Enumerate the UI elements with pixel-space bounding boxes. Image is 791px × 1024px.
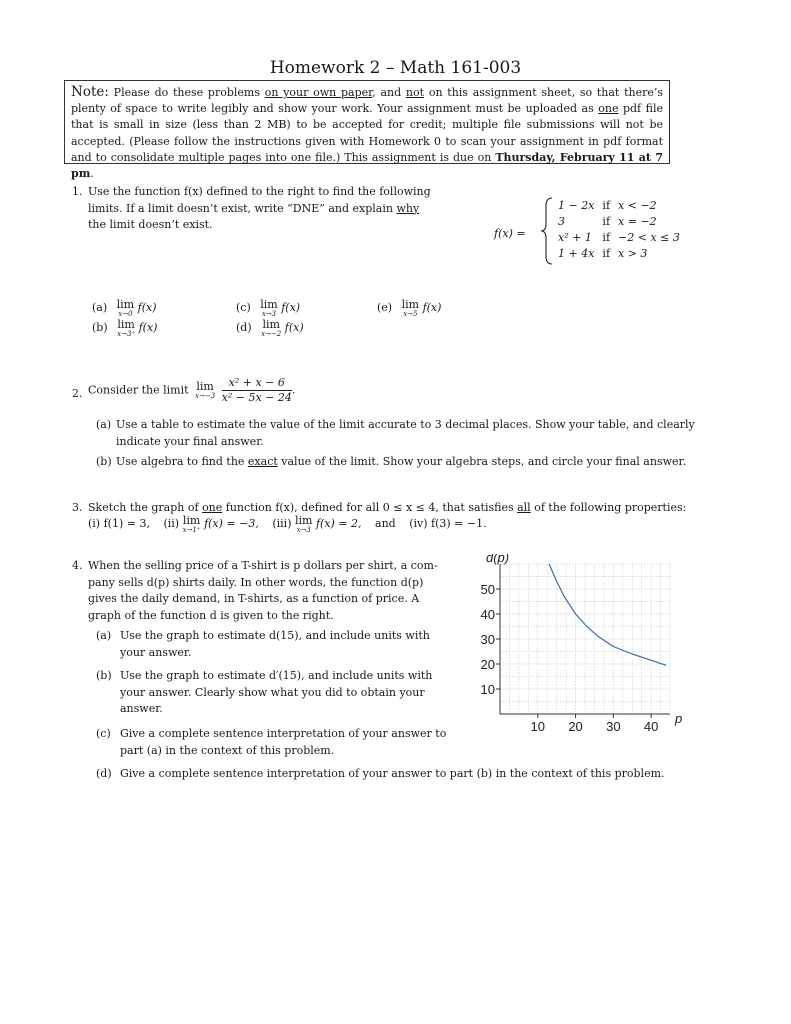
q1-part-a	[92, 300, 156, 318]
q1-part-a-sub: x→0	[118, 310, 133, 318]
q1-line-3: the limit doesn’t exist.	[88, 218, 213, 231]
q3-prop-iii-sub: x→3	[296, 526, 311, 534]
x-tick-label: 20	[568, 719, 583, 734]
piecewise-expr: 3	[558, 215, 565, 228]
q2-numerator: x² + x − 6	[222, 376, 292, 391]
piecewise-if: if	[602, 215, 611, 228]
note-text-2: , and	[372, 86, 406, 99]
q4-line-1: When the selling price of a T-shirt is p dollars per shirt, a com-	[88, 559, 438, 572]
note-box	[64, 80, 670, 181]
q1-part-e	[377, 300, 441, 318]
q2-number: 2.	[72, 387, 83, 400]
q1-why: why	[396, 201, 420, 215]
q3-prop-i: (i) f(1) = 3,	[88, 517, 150, 530]
q1-part-c-label: (c)	[236, 301, 251, 314]
x-tick-label: 10	[530, 719, 546, 734]
note-text-5: .	[90, 167, 94, 181]
q4-part-b-line-3: answer.	[120, 702, 163, 715]
q1-part-a-label: (a)	[92, 301, 108, 314]
q1-part-a-lim-word: lim	[116, 298, 135, 311]
q3-prop-iv: (iv) f(3) = −1.	[409, 517, 487, 530]
q1-piecewise	[554, 198, 684, 262]
note-not: not	[405, 86, 425, 99]
note-text-3: on this assignment sheet, so that there’s plenty of space to write legibly and show your work. Your assignment must be uploaded as	[71, 86, 664, 116]
q3-properties	[88, 516, 708, 534]
q4-part-a-line-2: your answer.	[120, 645, 192, 659]
q4-line-3: gives the daily demand, in T-shirts, as a function of price. A	[88, 592, 420, 605]
q2-lim-word: lim	[196, 379, 214, 393]
q1-part-d-label: (d)	[236, 321, 252, 334]
q2-part-b-exact: exact	[247, 455, 278, 468]
q2-lim-sub: x→−3	[195, 391, 216, 400]
q2-intro: Consider the limit	[88, 383, 189, 397]
q4-part-a	[120, 628, 460, 661]
note-one: one	[598, 102, 619, 116]
note-due-date: Thursday, February 11 at 7 pm	[71, 150, 663, 181]
q1-part-d-sub: x→−2	[261, 330, 282, 338]
q1-brace	[540, 196, 554, 266]
note-text-1: Please do these problems	[113, 86, 265, 99]
piecewise-row	[554, 246, 684, 262]
q1-part-b-fn: f(x)	[138, 321, 158, 334]
q1-part-c-lim	[260, 300, 277, 318]
piecewise-expr: 1 − 2x	[558, 199, 595, 212]
q1-part-c-sub: x→3	[261, 310, 277, 318]
q1-line-1: Use the function f(x) defined to the right to find the following	[88, 185, 431, 198]
q4-part-b-line-2: your answer. Clearly show what you did to obtain your	[120, 685, 425, 699]
q1-part-e-lim-word: lim	[401, 298, 420, 311]
piecewise-if: if	[602, 247, 611, 260]
q1-part-a-lim	[117, 300, 134, 318]
q4-part-b-label: (b)	[96, 669, 112, 682]
y-tick-label: 30	[480, 632, 495, 647]
q2-part-a-line-1: Use a table to estimate the value of the limit accurate to 3 decimal places. Show your table, and clearly	[116, 418, 695, 431]
q2-part-b-label: (b)	[96, 455, 112, 468]
q1-part-b-sub: x→3⁺	[117, 330, 136, 338]
q4-part-d: Give a complete sentence interpretation of your answer to part (b) in the context of this problem.	[120, 767, 665, 780]
q1-part-c-lim-word: lim	[260, 298, 278, 311]
q3-and: and	[375, 517, 396, 530]
q3-text-2: function f(x), defined for all 0 ≤ x ≤ 4, that satisfies	[222, 501, 518, 514]
x-axis-label: p	[675, 711, 683, 726]
q2-part-b-text-2: value of the limit. Show your algebra steps, and circle your final answer.	[277, 455, 687, 468]
q4-part-d-label: (d)	[96, 767, 112, 780]
piecewise-if: if	[602, 199, 611, 212]
piecewise-cond: x > 3	[618, 247, 648, 260]
q4-part-a-label: (a)	[96, 629, 112, 642]
q4-part-c	[120, 726, 460, 759]
demand-chart	[470, 554, 700, 740]
q4-part-a-line-1: Use the graph to estimate d(15), and include units with	[120, 629, 430, 642]
q3-one: one	[202, 501, 223, 514]
piecewise-row	[554, 198, 684, 214]
q1-fx-label: f(x) =	[494, 227, 526, 240]
y-tick-label: 40	[480, 607, 495, 622]
q1-part-e-sub: x→5	[403, 310, 418, 318]
page-title: Homework 2 – Math 161-003	[269, 58, 522, 78]
q3-all: all	[517, 501, 531, 514]
q1-part-c-fn: f(x)	[281, 301, 301, 314]
q1-text	[88, 184, 448, 234]
q2-fraction	[222, 376, 292, 405]
q1-part-b-lim-word: lim	[117, 318, 135, 331]
q3-prop-iii-lim-word: lim	[294, 514, 313, 527]
y-axis-label: d(p)	[486, 554, 510, 565]
q4-part-b-line-1: Use the graph to estimate d′(15), and include units with	[120, 669, 433, 682]
q4-intro	[88, 558, 456, 624]
q1-part-d-lim	[261, 320, 281, 338]
q2-part-a	[116, 417, 716, 450]
piecewise-cond: x < −2	[618, 199, 657, 212]
q4-line-4: graph of the function d is given to the right.	[88, 608, 334, 622]
piecewise-expr: x² + 1	[558, 231, 592, 244]
q2-statement	[88, 376, 295, 405]
q1-line-2	[88, 201, 448, 218]
q1-part-d-fn: f(x)	[284, 321, 304, 334]
q4-part-c-line-1: Give a complete sentence interpretation of your answer to	[120, 727, 447, 740]
q3-line-1	[88, 500, 708, 517]
q1-part-d-lim-word: lim	[262, 318, 280, 331]
note-heading: Note:	[71, 84, 109, 100]
note-own-paper: on your own paper	[264, 86, 373, 99]
q3-prop-ii-lim	[183, 516, 201, 534]
q1-part-a-fn: f(x)	[137, 301, 157, 314]
q2-part-a-label: (a)	[96, 418, 112, 431]
q4-part-c-label: (c)	[96, 727, 111, 740]
q1-line-2a: limits. If a limit doesn’t exist, write “DNE” and explain	[88, 201, 397, 215]
q2-part-b-text-1: Use algebra to find the	[116, 455, 248, 468]
q3-number: 3.	[72, 501, 83, 514]
q1-part-b	[92, 320, 157, 338]
q2-end: .	[291, 383, 296, 397]
q3-prop-ii-label: (ii)	[163, 517, 180, 530]
q1-part-e-label: (e)	[377, 301, 393, 314]
piecewise-cond: x = −2	[618, 215, 657, 228]
q3-prop-ii-lim-word: lim	[182, 514, 201, 527]
q2-denominator: x² − 5x − 24	[221, 391, 292, 404]
q1-part-b-label: (b)	[92, 321, 108, 334]
q3-text-3: of the following properties:	[530, 501, 687, 514]
q2-part-a-line-2: indicate your final answer.	[116, 434, 264, 448]
q3-prop-iii-rest: f(x) = 2,	[315, 517, 362, 530]
q1-part-b-lim	[117, 320, 135, 338]
q3-prop-iii-lim	[295, 516, 312, 534]
note-text-4: pdf file that is small in size (less than 2 MB) to be accepted for credit; multiple file submissions will not be accepted. (Please follow the instructions given with Homework 0 to scan your assignment in pdf format and to consolidate multiple pages into one file.) This assignment is due on	[71, 102, 664, 164]
q4-line-2: pany sells d(p) shirts daily. In other words, the function d(p)	[88, 575, 424, 589]
q2-lim	[195, 379, 216, 400]
q4-number: 4.	[72, 559, 83, 572]
y-tick-label: 50	[480, 582, 495, 597]
q1-part-e-fn: f(x)	[422, 301, 442, 314]
demand-curve	[549, 564, 666, 665]
piecewise-row	[554, 214, 684, 230]
y-tick-label: 10	[480, 682, 495, 697]
q4-part-c-line-2: part (a) in the context of this problem.	[120, 743, 335, 757]
q1-part-e-lim	[402, 300, 419, 318]
q1-number: 1.	[72, 185, 83, 198]
q3-text-1: Sketch the graph of	[88, 501, 203, 514]
x-tick-label: 30	[606, 719, 621, 734]
q3-prop-ii-sub: x→1⁺	[182, 526, 201, 534]
q3-prop-iii-label: (iii)	[272, 517, 292, 530]
q1-part-d	[236, 320, 304, 338]
q4-part-b	[120, 668, 460, 718]
q2-part-b	[116, 454, 716, 471]
piecewise-expr: 1 + 4x	[558, 247, 595, 260]
y-tick-label: 20	[480, 657, 495, 672]
piecewise-cond: −2 < x ≤ 3	[618, 231, 680, 244]
x-tick-label: 40	[643, 719, 659, 734]
q3-prop-ii-rest: f(x) = −3,	[204, 517, 259, 530]
piecewise-row	[554, 230, 684, 246]
q1-part-c	[236, 300, 300, 318]
piecewise-if: if	[602, 231, 611, 244]
